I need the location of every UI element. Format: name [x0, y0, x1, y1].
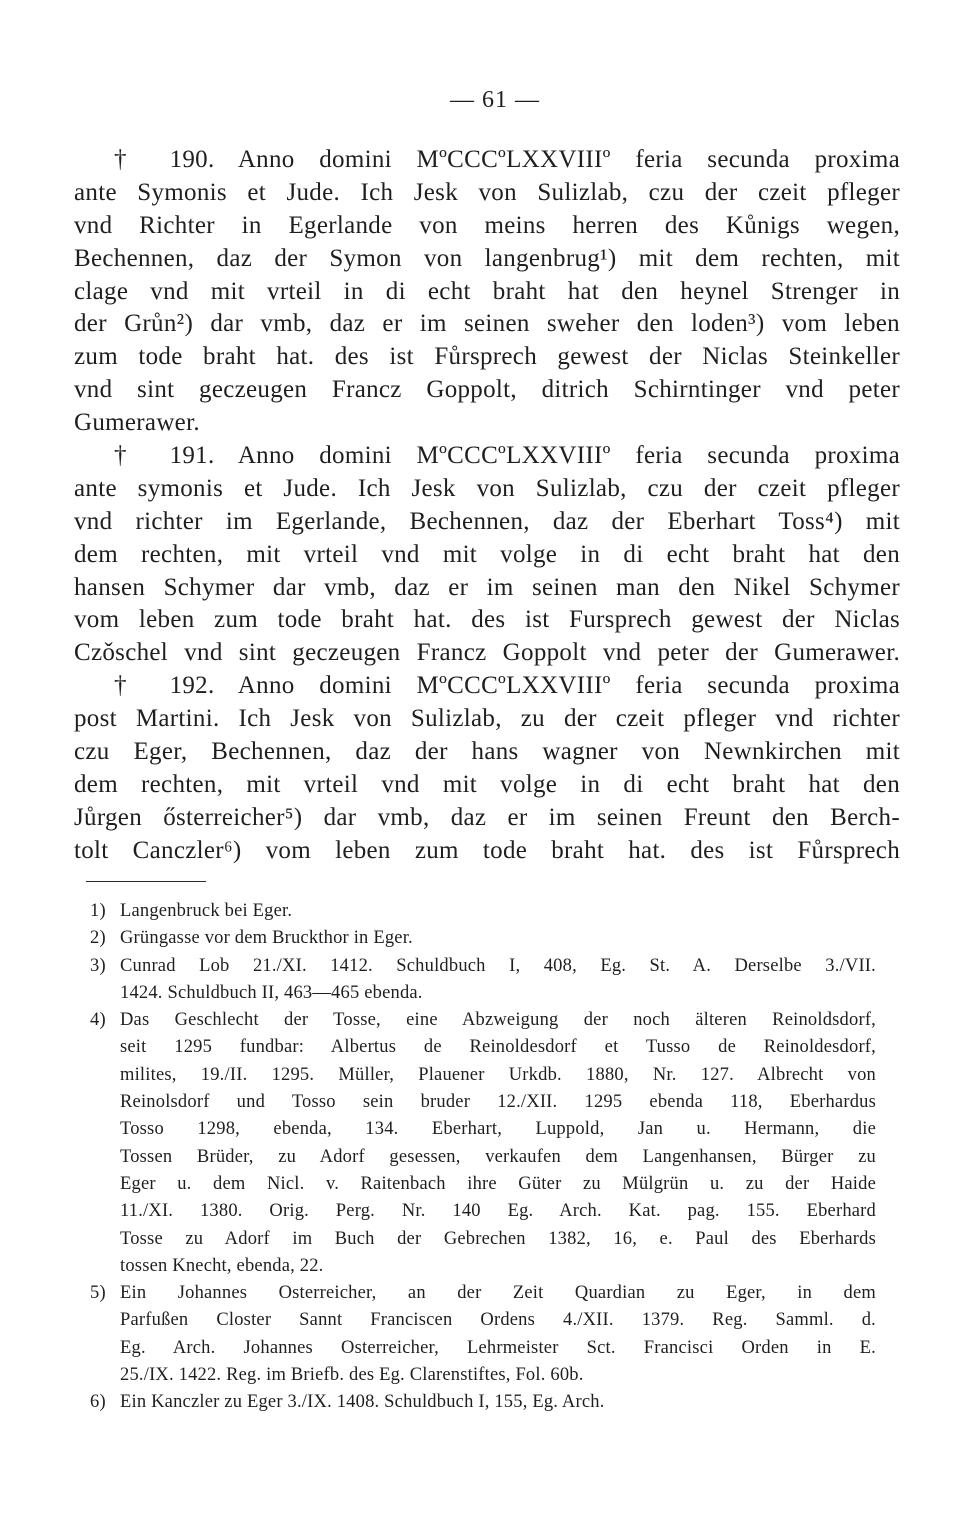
text-line: czu Eger, Bechennen, daz der hans wagner von Newnkirchen mit — [74, 738, 900, 766]
text-line: Jůrgen ősterreicher⁵) dar vmb, daz er im seinen Freunt den Berch- — [74, 803, 900, 831]
text-line: clage vnd mit vrteil in di echt braht hat den heynel Strenger in — [74, 277, 900, 305]
footnote-marker: 3) — [90, 955, 106, 976]
text-line: dem rechten, mit vrteil vnd mit volge in di echt braht hat den — [74, 540, 900, 568]
footnote-line: tossen Knecht, ebenda, 22. — [120, 1255, 324, 1276]
footnote-line: Ein Johannes Osterreicher, an der Zeit Quardian zu Eger, in dem — [120, 1283, 876, 1304]
text-line: ante Symonis et Jude. Ich Jesk von Sulizlab, czu der czeit pfleger — [74, 178, 900, 206]
footnote-line: Grüngasse vor dem Bruckthor in Eger. — [120, 928, 413, 949]
footnote-marker: 2) — [90, 928, 106, 949]
footnotes — [90, 898, 876, 1417]
text-line: vnd richter im Egerlande, Bechennen, daz der Eberhart Toss⁴) mit — [74, 507, 900, 535]
paragraph-190 — [74, 144, 900, 440]
footnote-2 — [90, 925, 876, 952]
footnote-line: Das Geschlecht der Tosse, eine Abzweigung der noch älteren Reinoldsdorf, — [120, 1010, 876, 1031]
footnote-line: Eger u. dem Nicl. v. Raitenbach ihre Güter zu Mülgrün u. zu der Haide — [120, 1173, 876, 1194]
footnote-line: Eg. Arch. Johannes Osterreicher, Lehrmeister Sct. Francisci Orden in E. — [120, 1337, 876, 1358]
footnote-line: milites, 19./II. 1295. Müller, Plauener Urkdb. 1880, Nr. 127. Albrecht von — [120, 1064, 876, 1085]
page-number: — 61 — — [450, 87, 540, 113]
footnote-3 — [90, 953, 876, 1008]
text-line: vom leben zum tode braht hat. des ist Fursprech gewest der Niclas — [74, 606, 900, 634]
footnote-6 — [90, 1389, 876, 1416]
footnote-line: Cunrad Lob 21./XI. 1412. Schuldbuch I, 408, Eg. St. A. Derselbe 3./VII. — [120, 955, 876, 976]
paragraph-191 — [74, 440, 900, 670]
text-line: Bechennen, daz der Symon von langenbrug¹) mit dem rechten, mit — [74, 244, 900, 272]
text-line: † 191. Anno domini MºCCCºLXXVIIIº feria secunda proxima — [114, 442, 900, 470]
footnote-line: Langenbruck bei Eger. — [120, 901, 293, 921]
text-line: hansen Schymer dar vmb, daz er im seinen man den Nikel Schymer — [74, 573, 900, 601]
footnote-marker: 5) — [90, 1283, 106, 1304]
text-line: † 190. Anno domini MºCCCºLXXVIIIº feria secunda proxima — [114, 146, 900, 173]
paragraph-192 — [74, 670, 900, 867]
main-text — [74, 144, 900, 868]
text-line: Czǒschel vnd sint geczeugen Francz Goppolt vnd peter der Gumerawer. — [74, 639, 900, 667]
text-line: vnd sint geczeugen Francz Goppolt, ditrich Schirntinger vnd peter — [74, 376, 900, 404]
footnote-marker: 6) — [90, 1392, 106, 1413]
text-line: † 192. Anno domini MºCCCºLXXVIIIº feria secunda proxima — [114, 672, 900, 700]
footnote-line: Ein Kanczler zu Eger 3./IX. 1408. Schuldbuch I, 155, Eg. Arch. — [120, 1392, 605, 1413]
footnote-line: 11./XI. 1380. Orig. Perg. Nr. 140 Eg. Arch. Kat. pag. 155. Eberhard — [120, 1201, 876, 1222]
text-line: vnd Richter in Egerlande von meins herren des Kůnigs wegen, — [74, 211, 900, 239]
text-line: post Martini. Ich Jesk von Sulizlab, zu der czeit pfleger vnd richter — [74, 705, 900, 733]
footnote-line: Tossen Brüder, zu Adorf gesessen, verkaufen dem Langenhansen, Bürger zu — [120, 1146, 876, 1167]
footnote-line: Reinolsdorf und Tosso sein bruder 12./XII. 1295 ebenda 118, Eberhardus — [120, 1092, 876, 1113]
footnote-line: 25./IX. 1422. Reg. im Briefb. des Eg. Clarenstiftes, Fol. 60b. — [120, 1365, 584, 1386]
footnote-line: Parfußen Closter Sannt Franciscen Ordens 4./XII. 1379. Reg. Samml. d. — [120, 1310, 876, 1331]
text-line: Gumerawer. — [74, 409, 200, 437]
footnote-line: Tosse zu Adorf im Buch der Gebrechen 1382, 16, e. Paul des Eberhards — [120, 1228, 876, 1249]
footnote-5 — [90, 1280, 876, 1389]
footnote-separator — [86, 881, 206, 882]
text-line: tolt Canczler⁶) vom leben zum tode braht hat. des ist Fůrsprech — [74, 836, 900, 864]
text-line: ante symonis et Jude. Ich Jesk von Sulizlab, czu der czeit pfleger — [74, 474, 900, 502]
footnote-marker: 4) — [90, 1010, 106, 1031]
footnote-line: 1424. Schuldbuch II, 463—465 ebenda. — [120, 982, 423, 1003]
footnote-4 — [90, 1007, 876, 1280]
footnote-line: seit 1295 fundbar: Albertus de Reinoldesdorf et Tusso de Reinoldesdorf, — [120, 1037, 876, 1058]
footnote-line: Tosso 1298, ebenda, 134. Eberhart, Luppold, Jan u. Hermann, die — [120, 1119, 876, 1140]
text-line: dem rechten, mit vrteil vnd mit volge in di echt braht hat den — [74, 770, 900, 798]
text-line: der Grůn²) dar vmb, daz er im seinen sweher den loden³) vom leben — [74, 310, 900, 338]
footnote-1 — [90, 898, 876, 925]
text-line: zum tode braht hat. des ist Fůrsprech gewest der Niclas Steinkeller — [74, 343, 900, 371]
footnote-marker: 1) — [90, 901, 106, 921]
